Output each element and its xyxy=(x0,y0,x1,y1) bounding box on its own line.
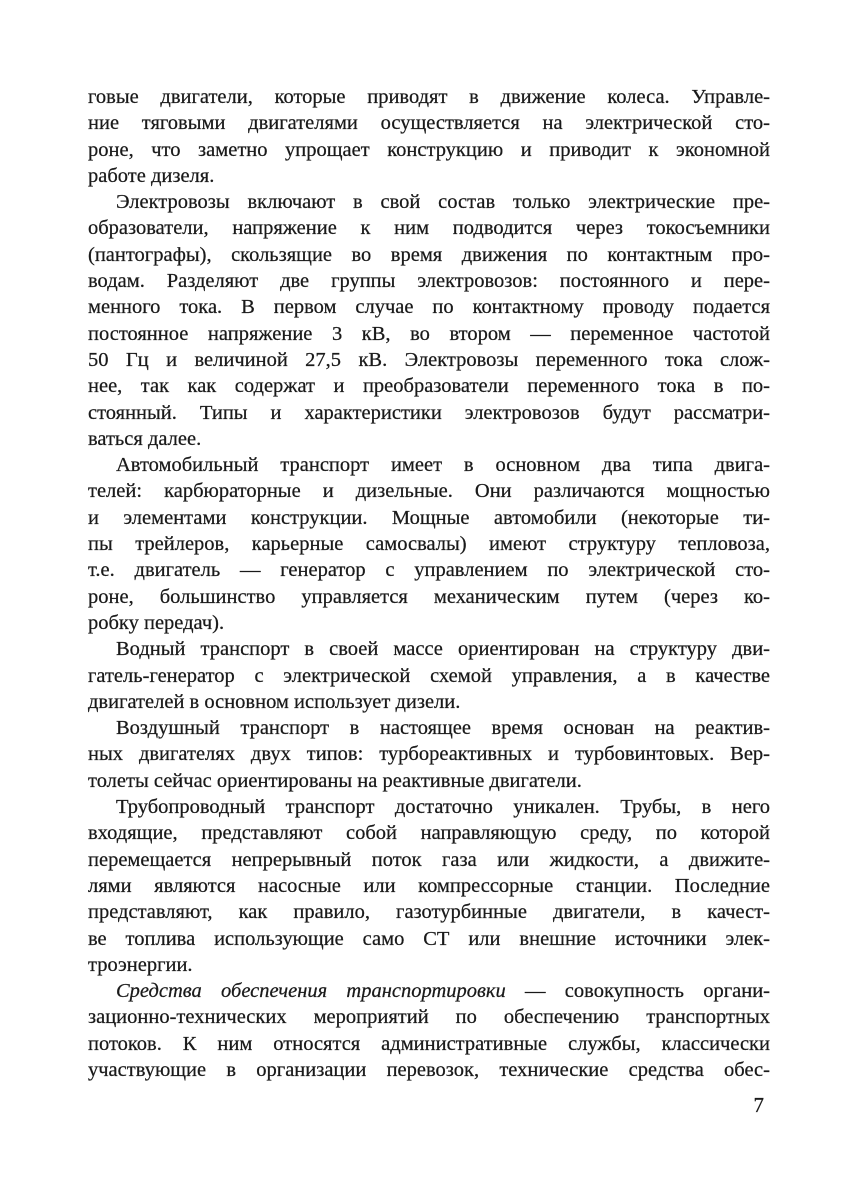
text-line-rest: — совокупность органи- xyxy=(525,980,771,1003)
page-number: 7 xyxy=(753,1093,764,1117)
text-line: и элементами конструкции. Мощные автомобили (некоторые ти- xyxy=(88,506,770,529)
text-line: входящие, представляют собой направляющую среду, по которой xyxy=(88,822,770,845)
text-line: стоянный. Типы и характеристики электровозов будут рассматри- xyxy=(88,401,770,424)
text-line: нее, так как содержат и преобразователи переменного тока в по- xyxy=(88,375,770,398)
text-line: постоянное напряжение 3 кВ, во втором — переменное частотой xyxy=(88,322,770,345)
text-line: двигателей в основном использует дизели. xyxy=(88,690,461,713)
text-line: потоков. К ним относятся административные службы, классически xyxy=(88,1032,770,1055)
italic-term: Средства обеспечения транспортировки xyxy=(116,980,506,1003)
text-line: ных двигателях двух типов: турбореактивных и турбовинтовых. Вер- xyxy=(88,743,770,766)
text-line: говые двигатели, которые приводят в движение колеса. Управле- xyxy=(88,86,770,108)
text-line: гатель-генератор с электрической схемой управления, а в качестве xyxy=(88,664,770,687)
text-line: участвующие в организации перевозок, технические средства обес- xyxy=(88,1058,770,1081)
paragraph xyxy=(88,794,770,978)
text-line: 50 Гц и величиной 27,5 кВ. Электровозы переменного тока слож- xyxy=(88,348,770,371)
text-line: Водный транспорт в своей массе ориентирован на структуру дви- xyxy=(116,638,770,661)
text-line: т.е. двигатель — генератор с управлением по электрической сто- xyxy=(88,559,770,582)
text-line: (пантографы), скользящие во время движения по контактным про- xyxy=(88,243,770,266)
text-line: менного тока. В первом случае по контактному проводу подается xyxy=(88,296,770,319)
text-line: роне, большинство управляется механическим путем (через ко- xyxy=(88,585,770,608)
text-line: телей: карбюраторные и дизельные. Они различаются мощностью xyxy=(88,480,770,503)
text-line: лями являются насосные или компрессорные станции. Последние xyxy=(88,874,770,897)
text-line: пы трейлеров, карьерные самосвалы) имеют структуру тепловоза, xyxy=(88,533,770,556)
text-line: водам. Разделяют две группы электровозов: постоянного и пере- xyxy=(88,270,770,293)
text-line: представляют, как правило, газотурбинные двигатели, в качест- xyxy=(88,901,770,924)
paragraph xyxy=(88,452,770,636)
text-line: работе дизеля. xyxy=(88,164,215,187)
text-line: робку передач). xyxy=(88,611,225,634)
page-text xyxy=(88,84,770,1083)
text-line: образователи, напряжение к ним подводится через токосъемники xyxy=(88,217,770,240)
paragraph xyxy=(88,636,770,715)
text-line: ние тяговыми двигателями осуществляется на электрической сто- xyxy=(88,112,770,135)
paragraph xyxy=(88,84,770,189)
text-line: Электровозы включают в свой состав только электрические пре- xyxy=(116,191,770,214)
text-line: ве топлива использующие само СТ или внешние источники элек- xyxy=(88,927,770,950)
paragraph xyxy=(88,715,770,794)
text-line: Воздушный транспорт в настоящее время основан на реактив- xyxy=(116,717,770,740)
text-line: Трубопроводный транспорт достаточно уникален. Трубы, в него xyxy=(116,796,770,819)
text-line: перемещается непрерывный поток газа или жидкости, а движите- xyxy=(88,848,770,871)
text-line: ваться далее. xyxy=(88,427,202,450)
paragraph xyxy=(88,978,770,1083)
paragraph xyxy=(88,189,770,452)
text-line: роне, что заметно упрощает конструкцию и приводит к экономной xyxy=(88,138,770,161)
text-line: троэнергии. xyxy=(88,953,193,976)
text-line: толеты сейчас ориентированы на реактивные двигатели. xyxy=(88,769,582,792)
text-line xyxy=(88,978,770,1004)
text-line: Автомобильный транспорт имеет в основном два типа двига- xyxy=(116,454,770,477)
text-line: зационно-технических мероприятий по обеспечению транспортных xyxy=(88,1006,770,1029)
